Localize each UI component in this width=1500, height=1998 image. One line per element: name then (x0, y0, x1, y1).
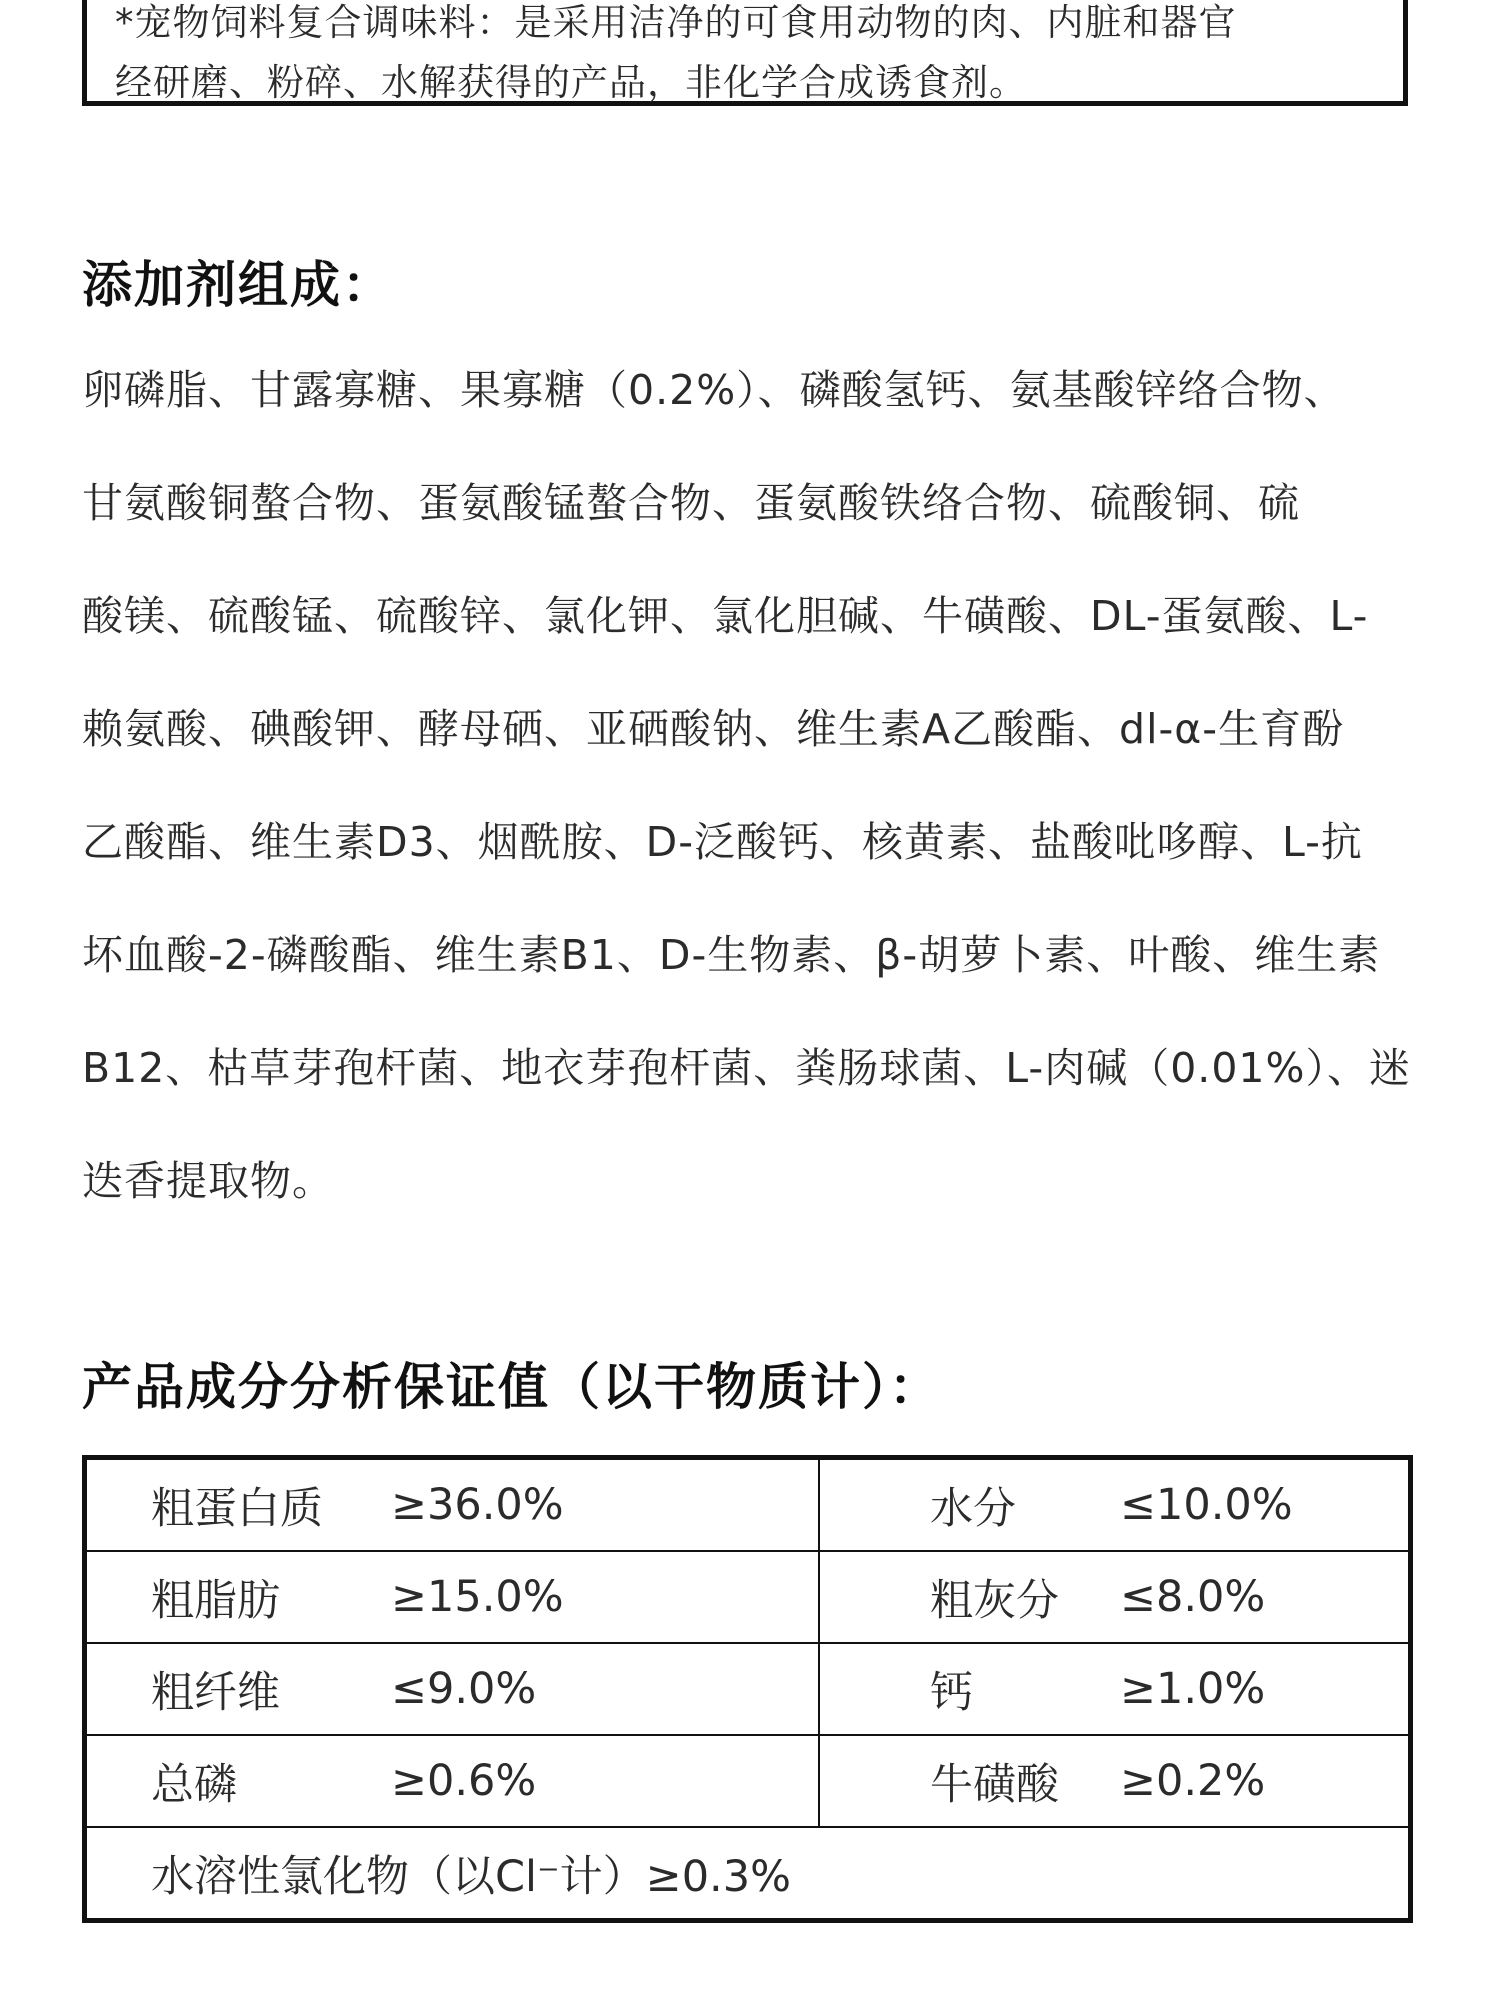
additives-line: B12、枯草芽孢杆菌、地衣芽孢杆菌、粪肠球菌、L-肉碱（0.01%）、迷 (82, 1044, 1411, 1092)
table-cell (85, 1458, 820, 1552)
notice-text (115, 0, 1375, 113)
item-value: ≥36.0% (391, 1480, 564, 1530)
item-name: 粗脂肪 (151, 1575, 280, 1626)
table-cell (85, 1735, 820, 1827)
additives-body (82, 360, 1412, 1264)
notice-line-1: *宠物饲料复合调味料：是采用洁净的可食用动物的肉、内脏和器官 (115, 1, 1237, 44)
item-name: 粗灰分 (930, 1575, 1059, 1626)
table-row (85, 1458, 1411, 1552)
item-value: ≥0.2% (1120, 1756, 1266, 1806)
item-value: ≤10.0% (1120, 1480, 1293, 1530)
table-row (85, 1551, 1411, 1643)
table-row (85, 1827, 1411, 1921)
additives-line: 卵磷脂、甘露寡糖、果寡糖（0.2%）、磷酸氢钙、氨基酸锌络合物、 (82, 366, 1346, 414)
analysis-table (82, 1455, 1413, 1923)
additives-line: 赖氨酸、碘酸钾、酵母硒、亚硒酸钠、维生素A乙酸酯、dl-α-生育酚 (82, 705, 1345, 753)
table-cell (85, 1551, 820, 1643)
item-name: 粗纤维 (151, 1667, 280, 1718)
item-value: ≤8.0% (1120, 1572, 1266, 1622)
item-name: 牛磺酸 (930, 1759, 1059, 1810)
item-value: ≥0.6% (391, 1756, 537, 1806)
item-value: ≥1.0% (1120, 1664, 1266, 1714)
item-name: 总磷 (151, 1759, 237, 1810)
table-cell (85, 1643, 820, 1735)
analysis-title: 产品成分分析保证值（以干物质计）： (82, 1358, 941, 1416)
table-cell (85, 1827, 1411, 1921)
table-row (85, 1643, 1411, 1735)
item-name: 粗蛋白质 (151, 1483, 323, 1534)
table-cell (819, 1551, 1411, 1643)
additives-line: 迭香提取物。 (82, 1157, 334, 1205)
notice-line-2: 经研磨、粉碎、水解获得的产品，非化学合成诱食剂。 (115, 61, 1027, 104)
item-name: 水分 (930, 1483, 1016, 1534)
item-value: ≤9.0% (391, 1664, 537, 1714)
additives-line: 甘氨酸铜螯合物、蛋氨酸锰螯合物、蛋氨酸铁络合物、硫酸铜、硫 (82, 479, 1300, 527)
table-row (85, 1735, 1411, 1827)
chloride-item: 水溶性氯化物（以Cl⁻计）≥0.3% (151, 1851, 791, 1902)
additives-line: 酸镁、硫酸锰、硫酸锌、氯化钾、氯化胆碱、牛磺酸、DL-蛋氨酸、L- (82, 592, 1369, 640)
notice-box (82, 0, 1408, 106)
additives-line: 坏血酸-2-磷酸酯、维生素B1、D-生物素、β-胡萝卜素、叶酸、维生素 (82, 931, 1381, 979)
table-cell (819, 1735, 1411, 1827)
table-cell (819, 1458, 1411, 1552)
additives-title: 添加剂组成： (82, 256, 394, 314)
table-cell (819, 1643, 1411, 1735)
additives-line: 乙酸酯、维生素D3、烟酰胺、D-泛酸钙、核黄素、盐酸吡哆醇、L-抗 (82, 818, 1363, 866)
item-value: ≥15.0% (391, 1572, 564, 1622)
item-name: 钙 (930, 1667, 973, 1718)
